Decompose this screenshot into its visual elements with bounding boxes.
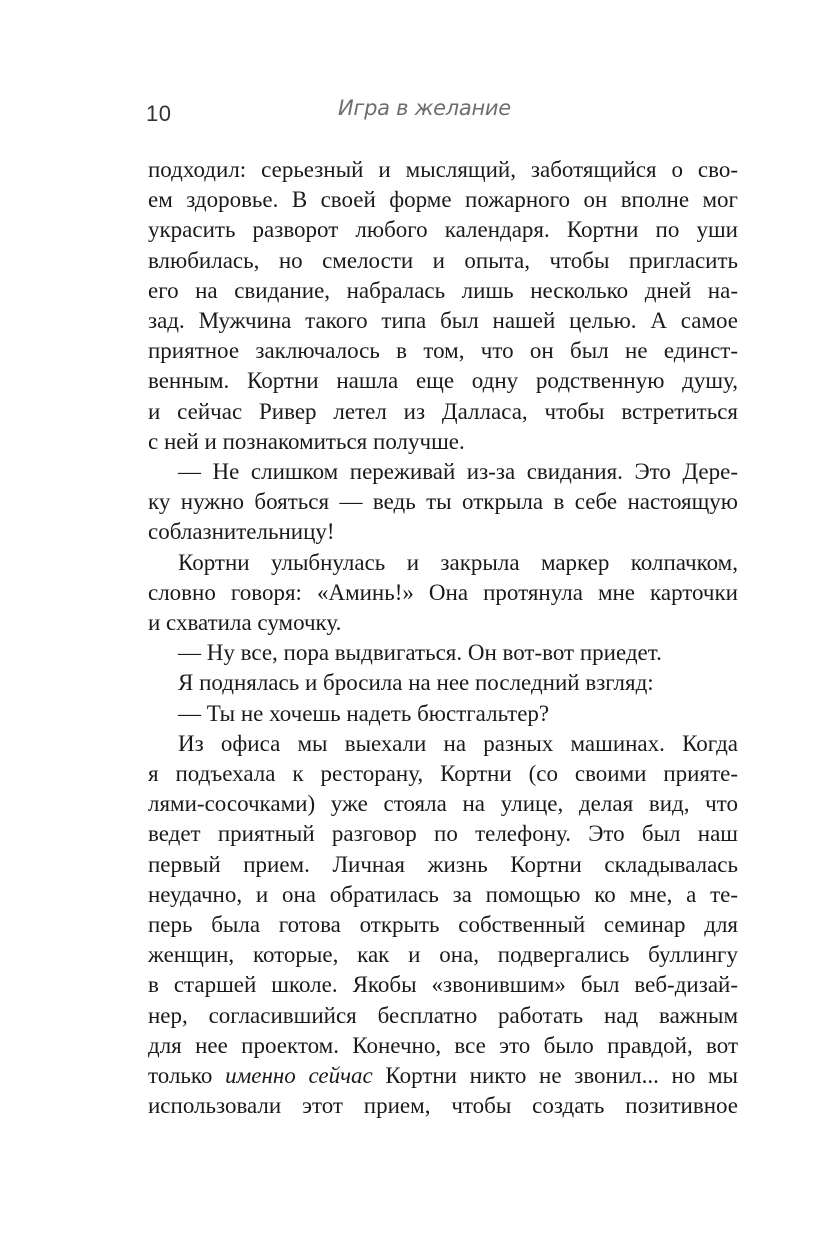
text-line: первый прием. Личная жизнь Кортни складывалась xyxy=(148,851,738,877)
text-line: украсить разворот любого календаря. Кортни по уши xyxy=(148,217,738,243)
text-line: использовали этот прием, чтобы создать позитивное xyxy=(148,1093,738,1119)
text-line: я подъехала к ресторану, Кортни (со своими прияте- xyxy=(148,761,738,787)
text-line: ведет приятный разговор по телефону. Это был наш xyxy=(148,821,738,847)
text-line: Кортни улыбнулась и закрыла маркер колпачком, xyxy=(178,549,738,575)
text-line-with-emphasis xyxy=(148,1061,738,1091)
text-line: — Не слишком переживай из-за свидания. Это Дере- xyxy=(178,459,738,485)
text-line: нер, согласившийся бесплатно работать над важным xyxy=(148,1002,738,1028)
body-text xyxy=(148,155,738,1122)
text-line: — Ты не хочешь надеть бюстгальтер? xyxy=(178,700,550,726)
text-line: ем здоровье. В своей форме пожарного он вполне мог xyxy=(148,187,738,213)
text-line: — Ну все, пора выдвигаться. Он вот-вот приедет. xyxy=(178,640,662,666)
text-line: в старшей школе. Якобы «звонившим» был веб-дизай- xyxy=(148,972,738,998)
text-line: с ней и познакомиться получше. xyxy=(148,428,465,454)
text-line: соблазнительницу! xyxy=(148,519,335,545)
text-line: венным. Кортни нашла еще одну родственную душу, xyxy=(148,368,738,394)
text-line: Я поднялась и бросила на нее последний взгляд: xyxy=(178,670,654,696)
text-line: Из офиса мы выехали на разных машинах. Когда xyxy=(178,730,738,756)
text-line: лями-сосочками) уже стояла на улице, делая вид, что xyxy=(148,791,738,817)
text-run: Кортни никто не звонил... но мы xyxy=(372,1063,739,1089)
emphasis-text: именно сейчас xyxy=(225,1063,373,1089)
text-line: влюбилась, но смелости и опыта, чтобы пригласить xyxy=(148,247,738,273)
text-line: ку нужно бояться — ведь ты открыла в себе настоящую xyxy=(148,489,738,515)
text-run: только xyxy=(148,1063,226,1089)
text-line: перь была готова открыть собственный семинар для xyxy=(148,912,738,938)
running-title: Игра в желание xyxy=(338,96,511,120)
text-line: приятное заключалось в том, что он был не единст- xyxy=(148,338,738,364)
text-line: зад. Мужчина такого типа был нашей целью. А самое xyxy=(148,308,738,334)
text-line: подходил: серьезный и мыслящий, заботящийся о сво- xyxy=(148,157,738,182)
text-line: для нее проектом. Конечно, все это было правдой, вот xyxy=(148,1032,738,1058)
text-line: неудачно, и она обратилась за помощью ко мне, а те- xyxy=(148,881,738,907)
text-line: словно говоря: «Аминь!» Она протянула мне карточки xyxy=(148,579,738,605)
text-line: его на свидание, набралась лишь несколько дней на- xyxy=(148,277,738,303)
text-line: женщин, которые, как и она, подвергались буллингу xyxy=(148,942,738,968)
page-number: 10 xyxy=(146,101,172,126)
text-line: и сейчас Ривер летел из Далласа, чтобы встретиться xyxy=(148,398,738,424)
text-line: и схватила сумочку. xyxy=(148,610,342,636)
